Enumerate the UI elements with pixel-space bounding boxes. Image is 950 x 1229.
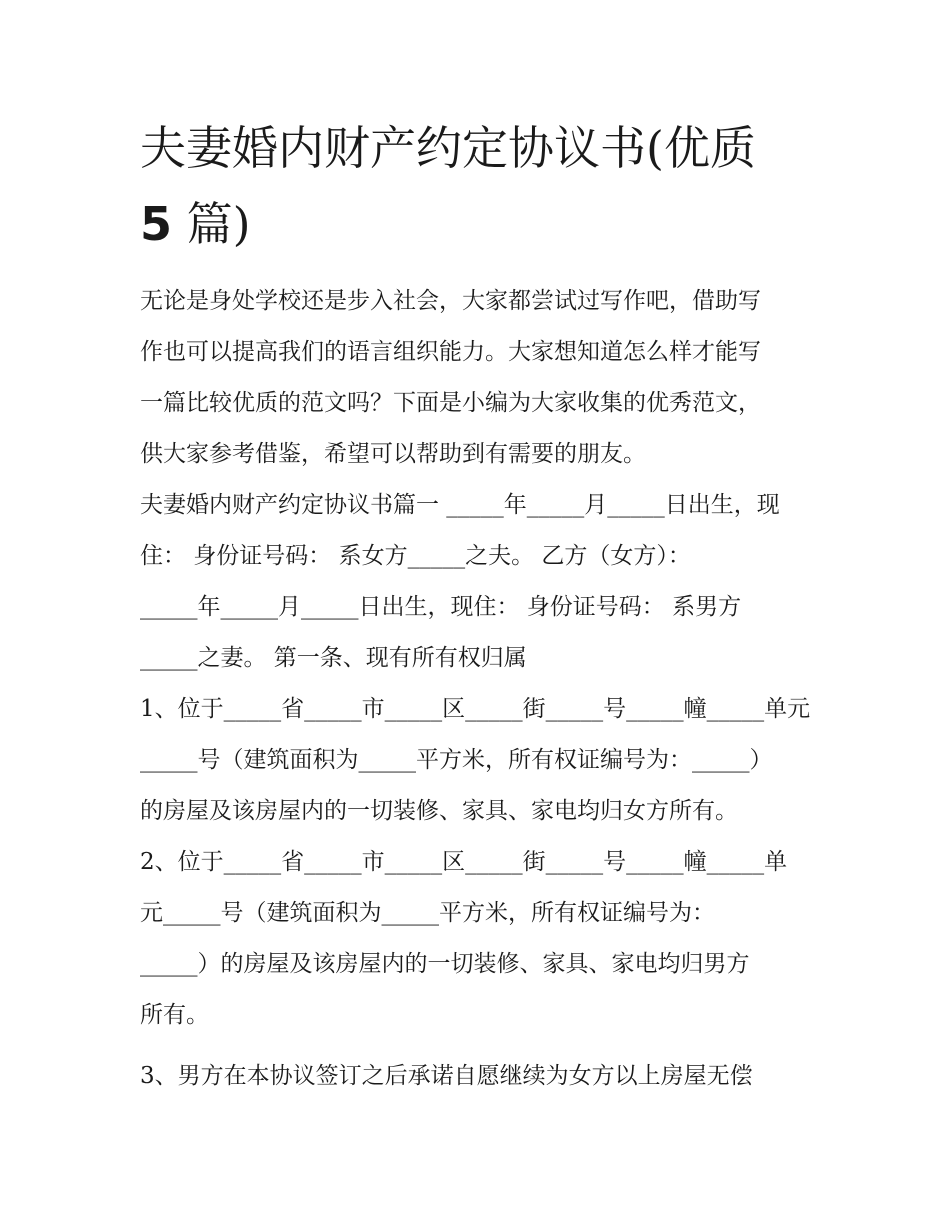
title-line-1: 夫妻婚内财产约定协议书(优质 [140,121,756,175]
document-body [140,110,810,1102]
section-line: _____之妻。 第一条、现有所有权归属 [140,645,527,671]
section-line: 夫妻婚内财产约定协议书篇一 _____年_____月_____日出生，现 [140,492,780,518]
intro-line: 一篇比较优质的范文吗？下面是小编为大家收集的优秀范文， [140,390,761,416]
intro-paragraph [140,276,810,480]
clause-line: 1、位于_____省_____市_____区_____街_____号_____幢_____单元 [140,696,811,722]
section-one-paragraph [140,480,810,684]
clause-line: _____）的房屋及该房屋内的一切装修、家具、家电均归男方 [140,951,750,977]
clause-line: _____号（建筑面积为_____平方米，所有权证编号为：_____） [140,747,773,773]
section-line: _____年_____月_____日出生，现住： 身份证号码： 系男方 [140,594,742,620]
intro-line: 作也可以提高我们的语言组织能力。大家想知道怎么样才能写 [140,339,761,365]
clause-line: 3、男方在本协议签订之后承诺自愿继续为女方以上房屋无偿 [140,1063,753,1089]
section-line: 住： 身份证号码： 系女方_____之夫。 乙方（女方）： [140,543,691,569]
clause-2 [140,837,810,1041]
title-number: 5 [140,197,173,251]
clause-1 [140,684,810,837]
clause-line: 2、位于_____省_____市_____区_____街_____号_____幢_____单 [140,849,788,875]
title-line-2: 篇) [172,197,251,251]
clause-line: 所有。 [140,1002,209,1028]
clause-3 [140,1051,810,1102]
intro-line: 供大家参考借鉴，希望可以帮助到有需要的朋友。 [140,441,646,467]
document-title [140,110,810,262]
intro-line: 无论是身处学校还是步入社会，大家都尝试过写作吧，借助写 [140,288,761,314]
clause-line: 元_____号（建筑面积为_____平方米，所有权证编号为： [140,900,715,926]
clause-line: 的房屋及该房屋内的一切装修、家具、家电均归女方所有。 [140,798,738,824]
